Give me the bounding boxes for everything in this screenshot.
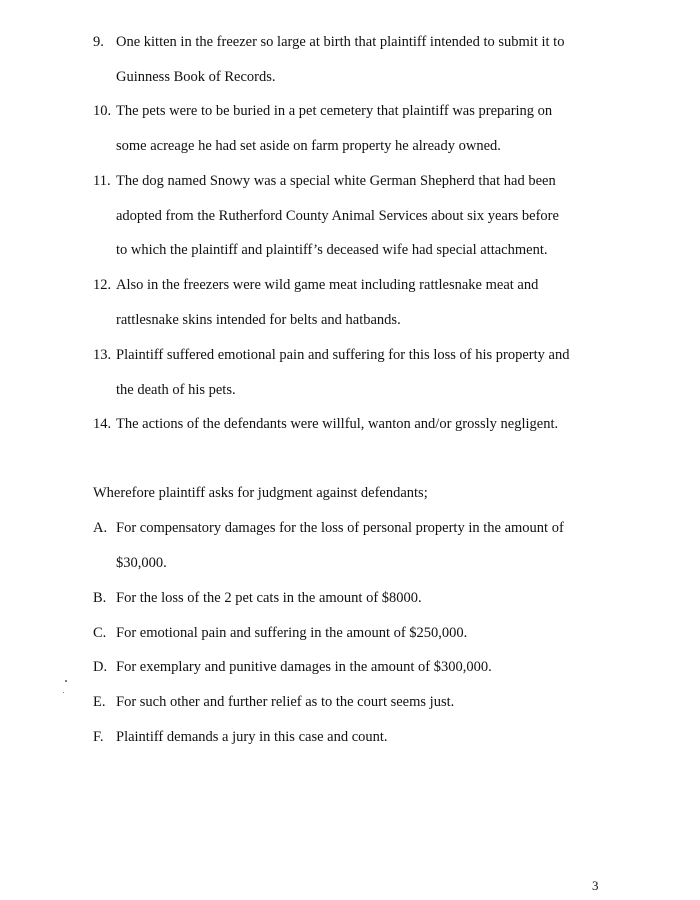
page-number: 3 (592, 878, 599, 893)
item-number: 10. (93, 103, 112, 119)
relief-text-line: $30,000. (116, 555, 167, 571)
item-text-line: to which the plaintiff and plaintiff’s deceased wife had special attachment. (116, 242, 548, 258)
item-text-line: adopted from the Rutherford County Animal Services about six years before (116, 208, 559, 224)
scan-speck (65, 680, 67, 682)
item-text-line: rattlesnake skins intended for belts and hatbands. (116, 312, 401, 328)
item-text-line: some acreage he had set aside on farm property he already owned. (116, 138, 501, 154)
relief-letter: A. (93, 520, 108, 536)
wherefore-clause: Wherefore plaintiff asks for judgment against defendants; (93, 485, 428, 501)
relief-text-line: For such other and further relief as to the court seems just. (116, 694, 455, 710)
relief-letter: D. (93, 659, 108, 675)
relief-text-line: For compensatory damages for the loss of personal property in the amount of (116, 520, 564, 536)
relief-text-line: Plaintiff demands a jury in this case and count. (116, 729, 388, 745)
relief-text-line: For exemplary and punitive damages in the amount of $300,000. (116, 659, 492, 675)
item-number: 14. (93, 416, 112, 432)
item-text-line: The dog named Snowy was a special white German Shepherd that had been (116, 173, 556, 189)
item-text-line: One kitten in the freezer so large at birth that plaintiff intended to submit it to (116, 34, 565, 50)
relief-text-line: For emotional pain and suffering in the amount of $250,000. (116, 625, 468, 641)
item-text-line: the death of his pets. (116, 382, 236, 398)
item-text-line: The pets were to be buried in a pet cemetery that plaintiff was preparing on (116, 103, 553, 119)
item-number: 13. (93, 347, 112, 363)
relief-text-line: For the loss of the 2 pet cats in the amount of $8000. (116, 590, 422, 606)
relief-letter: E. (93, 694, 106, 710)
relief-letter: B. (93, 590, 107, 606)
item-text-line: The actions of the defendants were willful, wanton and/or grossly negligent. (116, 416, 559, 432)
relief-letter: F. (93, 729, 104, 745)
item-text-line: Plaintiff suffered emotional pain and suffering for this loss of his property and (116, 347, 570, 363)
item-number: 12. (93, 277, 112, 293)
scan-speck (63, 692, 64, 693)
item-text-line: Also in the freezers were wild game meat including rattlesnake meat and (116, 277, 539, 293)
item-number: 9. (93, 34, 104, 50)
relief-letter: C. (93, 625, 107, 641)
item-text-line: Guinness Book of Records. (116, 69, 276, 85)
item-number: 11. (93, 173, 111, 189)
